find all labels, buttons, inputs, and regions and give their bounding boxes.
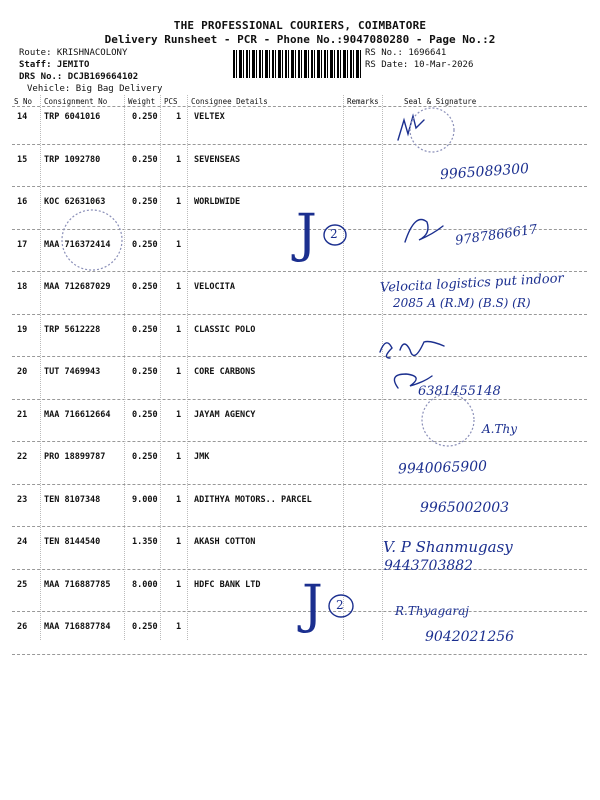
- row-pcs: 1: [176, 367, 182, 377]
- column-divider: [187, 95, 188, 640]
- seal-stamp: [410, 108, 454, 152]
- handwritten-phone: 9787866617: [454, 222, 539, 249]
- row-sno: 24: [17, 537, 28, 547]
- row-divider: [12, 654, 587, 655]
- staff-label: Staff: JEMITO: [19, 60, 90, 70]
- row-consignee: JAYAM AGENCY: [194, 409, 256, 420]
- row-consignment-no: MAA 716372414: [44, 239, 111, 250]
- drs-label: DRS No.: DCJB169664102: [19, 72, 139, 82]
- row-sno: 15: [17, 154, 28, 165]
- column-divider: [160, 95, 161, 640]
- route-label: Route: KRISHNACOLONY: [19, 48, 128, 58]
- column-divider: [382, 95, 383, 640]
- row-pcs: 1: [176, 537, 182, 547]
- row-sno: 16: [17, 197, 28, 207]
- handwritten-phone: 6381455148: [418, 384, 501, 399]
- handwritten-mark: J: [302, 575, 323, 635]
- row-consignee: JMK: [194, 452, 210, 462]
- row-consignment-no: MAA 716612664: [44, 409, 111, 420]
- row-sno: 18: [17, 282, 28, 292]
- row-consignment-no: KOC 62631063: [44, 197, 106, 207]
- row-pcs: 1: [176, 579, 182, 590]
- handwritten-mark-number: 2: [336, 598, 344, 612]
- row-weight: 0.250: [132, 197, 158, 207]
- row-weight: 0.250: [132, 452, 158, 462]
- company-title: THE PROFESSIONAL COURIERS, COIMBATORE: [173, 19, 427, 32]
- row-consignee: ADITHYA MOTORS.. PARCEL: [194, 494, 312, 505]
- row-weight: 9.000: [132, 494, 158, 505]
- handwritten-name: V. P Shanmugasy: [383, 538, 513, 556]
- col-consignment: Consignment No: [44, 97, 108, 106]
- row-sno: 19: [17, 324, 28, 335]
- row-consignee: VELOCITA: [194, 282, 235, 292]
- handwritten-phone: 9940065900: [397, 458, 488, 478]
- row-weight: 8.000: [132, 579, 158, 590]
- row-pcs: 1: [176, 112, 182, 122]
- row-consignee: WORLDWIDE: [194, 197, 241, 207]
- col-pcs: PCS: [164, 97, 178, 106]
- row-consignee: VELTEX: [194, 112, 225, 122]
- row-weight: 0.250: [132, 112, 158, 122]
- column-divider: [124, 95, 125, 640]
- row-weight: 1.350: [132, 537, 158, 547]
- row-consignee: HDFC BANK LTD: [194, 579, 261, 590]
- handwritten-phone: 9965002003: [420, 500, 510, 516]
- row-pcs: 1: [176, 197, 182, 207]
- row-divider: [12, 144, 587, 145]
- handwritten-note: 2085 A (R.M) (B.S) (R): [393, 296, 531, 310]
- runsheet-subtitle: Delivery Runsheet - PCR - Phone No.:9047080280 - Page No.:2: [104, 33, 496, 46]
- row-pcs: 1: [176, 494, 182, 505]
- col-weight: Weight: [128, 97, 156, 106]
- row-pcs: 1: [176, 282, 182, 292]
- row-consignee: SEVENSEAS: [194, 154, 241, 165]
- col-sno: S No: [14, 97, 33, 106]
- row-divider: [12, 484, 587, 485]
- row-divider: [12, 271, 587, 272]
- handwritten-mark: J: [296, 204, 317, 264]
- row-consignment-no: MAA 712687029: [44, 282, 111, 292]
- row-pcs: 1: [176, 409, 182, 420]
- row-sno: 22: [17, 452, 28, 462]
- row-weight: 0.250: [132, 324, 158, 335]
- col-consignee: Consignee Details: [191, 97, 268, 106]
- vehicle-label: Vehicle: Big Bag Delivery: [27, 84, 163, 94]
- handwritten-mark-number: 2: [330, 227, 338, 241]
- row-pcs: 1: [176, 324, 182, 335]
- row-sno: 17: [17, 239, 28, 250]
- row-weight: 0.250: [132, 282, 158, 292]
- rs-number: RS No.: 1696641: [365, 48, 447, 58]
- col-seal-signature: Seal & Signature: [404, 97, 477, 106]
- rs-date: RS Date: 10-Mar-2026: [365, 60, 474, 70]
- row-weight: 0.250: [132, 239, 158, 250]
- barcode: [233, 50, 361, 78]
- column-divider: [343, 95, 344, 640]
- row-pcs: 1: [176, 239, 182, 250]
- row-consignee: CLASSIC POLO: [194, 324, 256, 335]
- row-sno: 23: [17, 494, 28, 505]
- signature-scribble: [398, 116, 424, 140]
- row-divider: [12, 356, 587, 357]
- row-consignee: AKASH COTTON: [194, 537, 256, 547]
- row-consignment-no: TRP 5612228: [44, 324, 101, 335]
- handwritten-name: R.Thyagaraj: [395, 604, 469, 618]
- row-consignment-no: TEN 8107348: [44, 494, 101, 505]
- header-divider: [12, 106, 587, 107]
- handwritten-note: Velocita logistics put indoor: [379, 271, 565, 296]
- row-sno: 14: [17, 112, 28, 122]
- seal-stamp: [422, 394, 474, 446]
- row-consignment-no: TRP 1092780: [44, 154, 101, 165]
- row-sno: 26: [17, 622, 28, 632]
- row-consignment-no: PRO 18899787: [44, 452, 106, 462]
- row-divider: [12, 569, 587, 570]
- row-consignment-no: TEN 8144540: [44, 537, 101, 547]
- row-divider: [12, 399, 587, 400]
- row-weight: 0.250: [132, 367, 158, 377]
- row-consignment-no: TRP 6041016: [44, 112, 101, 122]
- row-divider: [12, 441, 587, 442]
- handwritten-phone: 9042021256: [425, 629, 515, 645]
- row-consignment-no: MAA 716887784: [44, 622, 111, 632]
- row-consignment-no: TUT 7469943: [44, 367, 101, 377]
- row-weight: 0.250: [132, 622, 158, 632]
- handwritten-phone: 9443703882: [384, 558, 474, 574]
- row-divider: [12, 314, 587, 315]
- row-sno: 21: [17, 409, 28, 420]
- row-consignee: CORE CARBONS: [194, 367, 256, 377]
- row-divider: [12, 526, 587, 527]
- handwritten-initials: A.Thy: [482, 422, 517, 436]
- row-pcs: 1: [176, 622, 182, 632]
- row-pcs: 1: [176, 452, 182, 462]
- col-remarks: Remarks: [347, 97, 379, 106]
- signature-scribble: [405, 220, 443, 243]
- row-divider: [12, 611, 587, 612]
- column-divider: [40, 95, 41, 640]
- row-weight: 0.250: [132, 154, 158, 165]
- row-sno: 25: [17, 579, 28, 590]
- row-divider: [12, 186, 587, 187]
- row-weight: 0.250: [132, 409, 158, 420]
- row-sno: 20: [17, 367, 28, 377]
- handwritten-phone: 9965089300: [439, 160, 530, 184]
- row-pcs: 1: [176, 154, 182, 165]
- row-consignment-no: MAA 716887785: [44, 579, 111, 590]
